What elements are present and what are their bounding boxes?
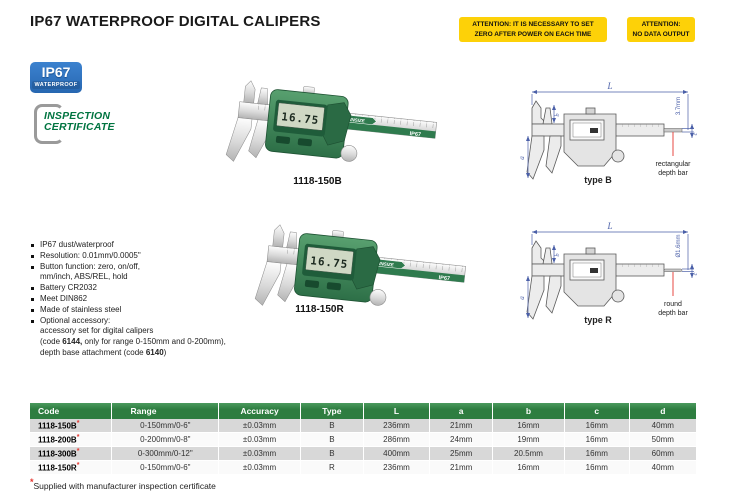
table-row [30,419,697,433]
lower-fixed-jaw [255,261,281,307]
dim-c-label: c [693,272,699,276]
zero-button [305,280,320,288]
round-depth-bar [664,269,682,272]
dim-L-label: L [607,81,613,91]
type-r-drawing [502,218,737,330]
depth-bar-size-label: Ø1.6mm [676,234,682,258]
footnote [30,477,216,491]
spec-cell: 236mm [363,461,430,475]
spec-cell: ±0.03mm [219,461,301,475]
feature-line: Resolution: 0.01mm/0.0005" [30,251,265,262]
column-header-type: Type [301,403,364,419]
code-asterisk: * [76,420,80,428]
drawing-lower-fixed-jaw [527,276,544,319]
feature-line: depth base attachment (code 6140) [40,347,167,357]
code-cell: 1118-300B* [30,447,112,461]
code-cell: 1118-200B* [30,433,112,447]
spec-cell: ±0.03mm [219,433,301,447]
table-header-row [30,403,697,419]
depth-bar-label-line2: depth bar [658,170,688,177]
caliper-photo-1118-150B [193,78,438,176]
spec-cell: B [301,419,364,433]
spec-cell: 286mm [363,433,430,447]
spec-cell: 0-200mm/0-8" [112,433,219,447]
lcd-reading: 16.75 [280,110,320,128]
upper-movable-jaw [258,88,270,105]
code-asterisk: * [76,462,80,470]
type-b-drawing [502,78,737,190]
dim-b-label: b [554,113,561,117]
drawing-lower-movable-jaw [546,136,561,173]
spec-cell: ±0.03mm [219,419,301,433]
column-header-b: b [492,403,564,419]
column-header-a: a [430,403,493,419]
spec-cell: 400mm [363,447,430,461]
spec-cell: ±0.03mm [219,447,301,461]
ip67-waterproof-badge [30,62,82,93]
feature-line: Meet DIN862 [30,294,265,305]
column-header-accuracy: Accuracy [219,403,301,419]
spec-cell: B [301,447,364,461]
drawing-lower-fixed-jaw [527,136,544,179]
spec-cell: 0-300mm/0-12" [112,447,219,461]
feature-line: Made of stainless steel [30,305,265,316]
dim-c-label: c [693,132,699,136]
spec-cell: 21mm [430,461,493,475]
spec-cell: 16mm [564,447,629,461]
dim-L-label: L [607,221,613,231]
table-row [30,461,697,475]
inspection-certificate-logo [28,104,138,144]
inspection-logo-line1: INSPECTION [44,110,111,122]
spec-cell: R [301,461,364,475]
inspection-logo-line2: CERTIFICATE [44,121,115,133]
spec-table-container [30,403,697,475]
spec-cell: 40mm [629,419,696,433]
code-asterisk: * [76,448,80,456]
attention-line: ZERO AFTER POWER ON EACH TIME [474,30,592,38]
feature-line: IP67 dust/waterproof [30,240,265,251]
upper-movable-jaw [287,232,299,249]
spec-cell: 236mm [363,419,430,433]
table-row [30,433,697,447]
beam-brand-text: INSIZE [349,116,365,124]
spec-cell: 0-150mm/0-6" [112,419,219,433]
depth-bar-size-label: 3.7mm [676,96,682,116]
code-cell: 1118-150B* [30,419,112,433]
spec-cell: 24mm [430,433,493,447]
drawing-thumb-roller [612,150,624,162]
spec-cell: 50mm [629,433,696,447]
spec-cell: 16mm [564,419,629,433]
spec-cell: 0-150mm/0-6" [112,461,219,475]
product-code-label: 1118-150B [293,176,342,187]
spec-cell: 16mm [564,433,629,447]
drawing-upper-movable-jaw [543,108,552,124]
upper-fixed-jaw [273,224,285,247]
attention-badge-no-data [627,17,695,42]
drawing-top-button [586,108,595,114]
feature-line: Battery CR2032 [30,283,265,294]
column-header-range: Range [112,403,219,419]
column-header-l: L [363,403,430,419]
depth-bar-label-line1: rectangular [655,161,691,168]
ip67-badge-title: IP67 [41,64,71,80]
beam-ip67-mark: IP67 [409,131,422,139]
upper-fixed-jaw [244,80,256,103]
spec-cell: 19mm [492,433,564,447]
attention-line: NO DATA OUTPUT [632,30,690,38]
column-header-code: Code [30,403,112,419]
unit-button [298,138,313,146]
dim-a-label: a [518,156,526,160]
drawing-lcd-digits [590,128,598,133]
feature-line: (code 6144, only for range 0-150mm and 0-200mm), [40,337,226,347]
product-code-label: 1118-150R [295,304,344,315]
feature-line: mm/inch, ABS/REL, hold [40,272,128,282]
footnote-text: Supplied with manufacturer inspection certificate [33,480,216,491]
table-row [30,447,697,461]
code-cell: 1118-150R* [30,461,112,475]
spec-cell: 25mm [430,447,493,461]
spec-cell: 16mm [492,419,564,433]
depth-bar-label-line2: depth bar [658,310,688,317]
attention-line: ATTENTION: IT IS NECESSARY TO SET [472,21,594,29]
spec-cell: 16mm [564,461,629,475]
beam-ip67-mark: IP67 [438,275,451,283]
attention-line: ATTENTION: [641,21,681,29]
drawing-lcd-digits [590,268,598,273]
drawing-caption: type R [584,315,612,325]
depth-bar-label-line1: round [664,301,682,308]
drawing-thumb-roller [612,290,624,302]
spec-cell: B [301,433,364,447]
spec-cell: 20.5mm [492,447,564,461]
spec-cell: 60mm [629,447,696,461]
spec-cell: 21mm [430,419,493,433]
footnote-asterisk: * [30,477,34,487]
dim-b-label: b [554,253,561,257]
dim-a-label: a [518,296,526,300]
column-header-d: d [629,403,696,419]
drawing-top-button [586,248,595,254]
page-title: IP67 WATERPROOF DIGITAL CALIPERS [30,13,321,30]
spec-cell: 40mm [629,461,696,475]
drawing-caption: type B [584,175,612,185]
feature-line: Optional accessory: [30,316,265,327]
beam-brand-text: INSIZE [378,260,394,268]
lower-fixed-jaw [226,117,252,163]
unit-button [327,282,342,290]
feature-line: accessory set for digital calipers [40,326,154,336]
attention-badge-set-zero [459,17,607,42]
rectangular-depth-bar [664,129,682,133]
ip67-badge-subtitle: WATERPROOF [32,81,80,89]
spec-table [30,403,697,475]
drawing-lower-movable-jaw [546,276,561,313]
drawing-upper-movable-jaw [543,248,552,264]
feature-line: Button function: zero, on/off, [30,262,265,273]
column-header-c: c [564,403,629,419]
code-asterisk: * [76,434,80,442]
zero-button [276,136,291,144]
lcd-reading: 16.75 [309,254,349,272]
spec-cell: 16mm [492,461,564,475]
